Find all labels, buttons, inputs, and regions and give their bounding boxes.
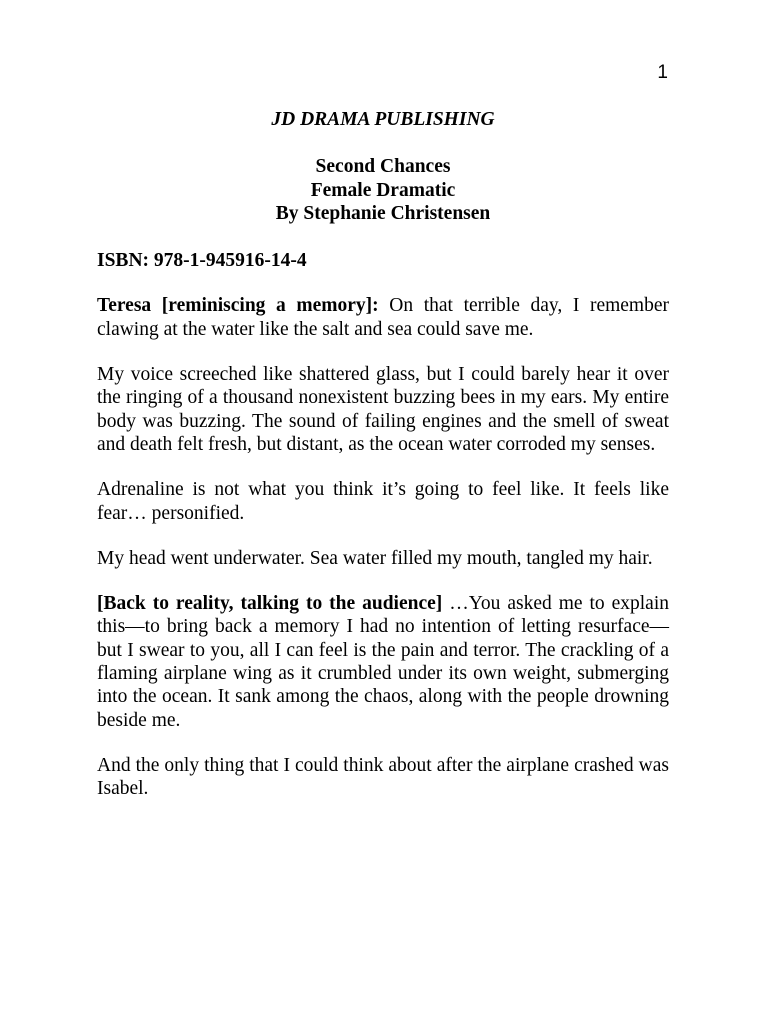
paragraph-text: And the only thing that I could think about after the airplane crashed was Isabel. — [97, 754, 669, 800]
stage-direction: Teresa [reminiscing a memory]: — [97, 295, 379, 317]
isbn-line: ISBN: 978-1-945916-14-4 — [97, 250, 307, 272]
paragraph-4 — [97, 547, 669, 570]
paragraph-text: …You asked me to explain this—to bring back a memory I had no intention of letting resurface—but I swear to you, all I can feel is the pain and terror. The crackling of a flaming airplane wing as it crumbled under its own weight, submerging into the ocean. It sank among the chaos, along with the people drowning beside me. — [97, 593, 670, 731]
play-title: Second Chances — [315, 156, 451, 178]
title-block — [97, 155, 669, 225]
page-number: 1 — [657, 62, 668, 83]
paragraph-text: My voice screeched like shattered glass, but I could barely hear it over the ringing of a thousand nonexistent buzzing bees in my ears. My entire body was buzzing. The sound of failing engines and the smell of sweat and death felt fresh, but distant, as the ocean water corroded my senses. — [97, 364, 669, 455]
play-genre: Female Dramatic — [310, 179, 456, 201]
paragraph-text: My head went underwater. Sea water filled my mouth, tangled my hair. — [97, 547, 653, 569]
paragraph-1 — [97, 294, 669, 341]
paragraph-text: Adrenaline is not what you think it’s going to feel like. It feels like fear… personified. — [97, 479, 669, 524]
paragraph-5 — [97, 592, 669, 732]
publisher-heading: JD DRAMA PUBLISHING — [271, 109, 495, 130]
document-body — [97, 108, 669, 823]
paragraph-text: On that terrible day, I remember clawing at the water like the salt and sea could save me. — [97, 295, 669, 340]
paragraph-3 — [97, 478, 669, 525]
stage-direction: [Back to reality, talking to the audience] — [97, 593, 443, 615]
paragraph-6 — [97, 754, 669, 801]
paragraph-2 — [97, 363, 669, 456]
play-byline: By Stephanie Christensen — [275, 202, 491, 224]
